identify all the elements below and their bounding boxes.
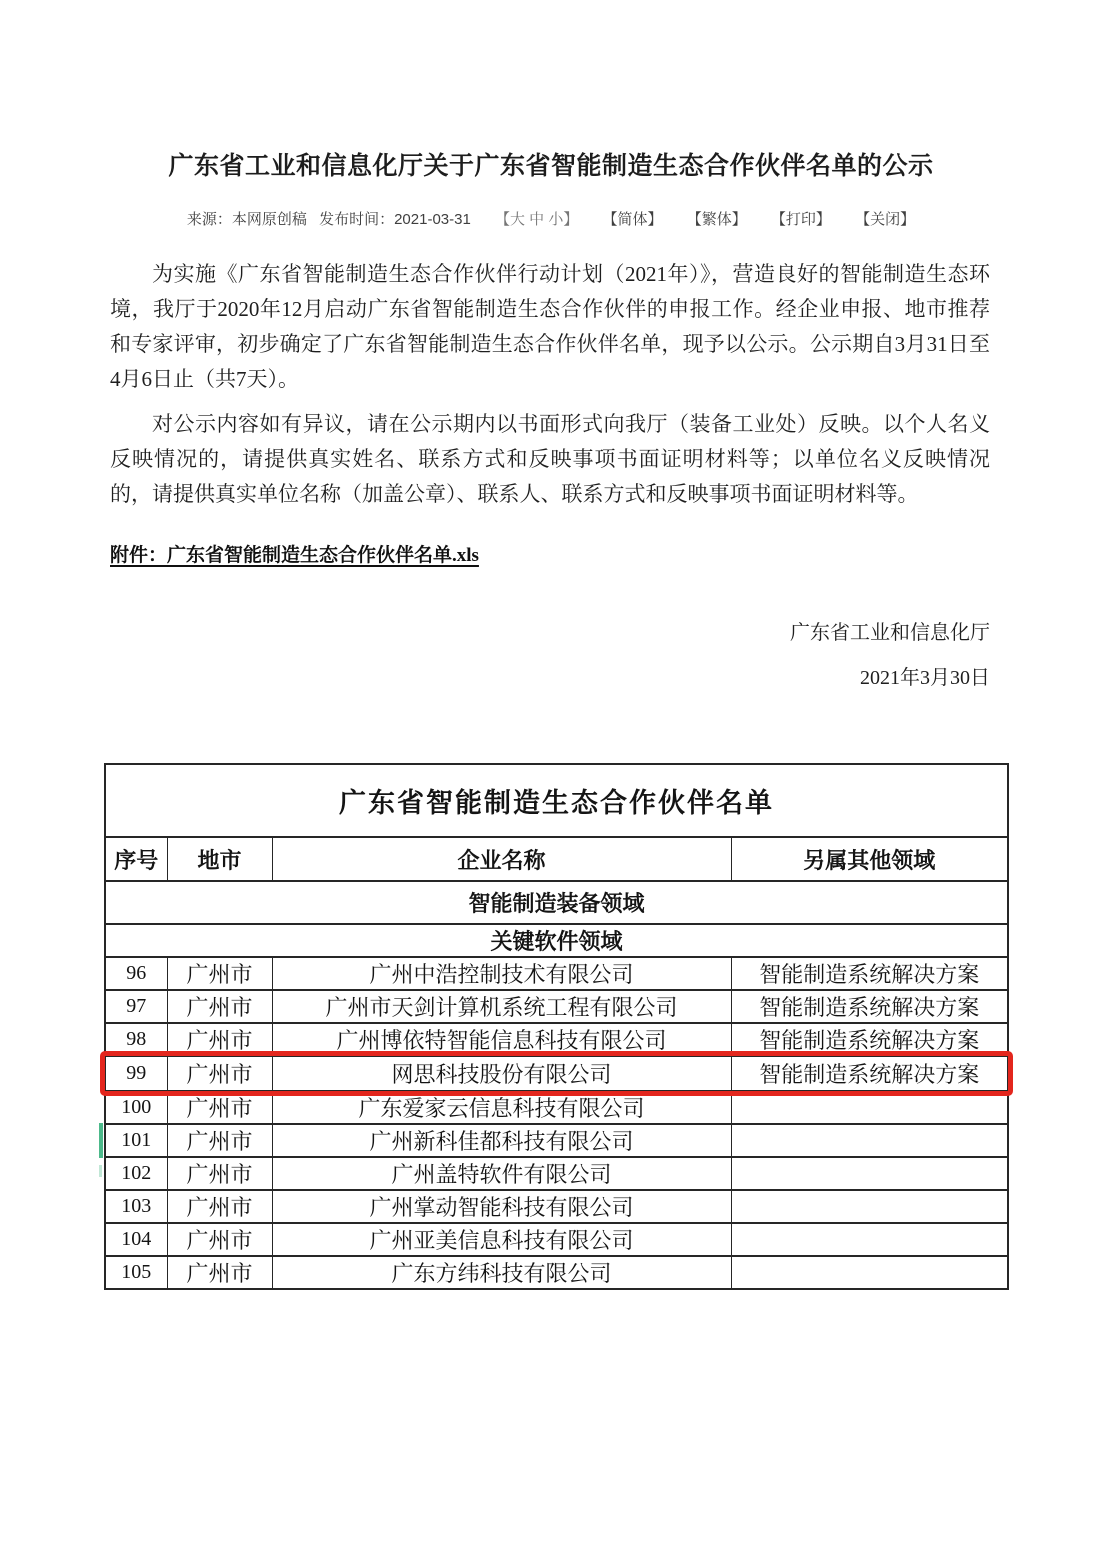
attachment-line (110, 540, 990, 567)
section-label: 智能制造装备领域 (105, 881, 1008, 924)
cell-field (731, 1124, 1008, 1157)
close-button[interactable]: 【关闭】 (855, 211, 916, 228)
cell-city: 广州市 (167, 1157, 272, 1190)
section-row-equipment (105, 881, 1008, 924)
cell-field: 智能制造系统解决方案 (731, 957, 1008, 990)
cell-field: 智能制造系统解决方案 (731, 990, 1008, 1023)
cell-city: 广州市 (167, 1223, 272, 1256)
source-label: 来源：本网原创稿 (186, 211, 307, 228)
partner-table-container (97, 763, 1015, 1290)
col-header-city: 地市 (167, 837, 272, 881)
cell-company: 网思科技股份有限公司 (272, 1056, 731, 1091)
table-title-row (105, 764, 1008, 837)
attachment-link[interactable]: 附件：广东省智能制造生态合作伙伴名单.xls (110, 545, 479, 566)
cell-company: 广州市天剑计算机系统工程有限公司 (272, 990, 731, 1023)
cell-city: 广州市 (167, 1056, 272, 1091)
table-row-97 (105, 990, 1008, 1023)
simplified-button[interactable]: 【简体】 (602, 211, 663, 228)
cell-city: 广州市 (167, 1091, 272, 1124)
cell-company: 广州博依特智能信息科技有限公司 (272, 1023, 731, 1056)
table-row-105 (105, 1256, 1008, 1289)
cell-no: 97 (105, 990, 167, 1023)
cell-no: 100 (105, 1091, 167, 1124)
cell-field: 智能制造系统解决方案 (731, 1023, 1008, 1056)
cell-city: 广州市 (167, 1190, 272, 1223)
table-row-101 (105, 1124, 1008, 1157)
sign-date: 2021年3月30日 (860, 667, 990, 689)
selection-marker (99, 1123, 103, 1158)
table-row-102 (105, 1157, 1008, 1190)
cell-no: 102 (105, 1157, 167, 1190)
partner-table (104, 763, 1009, 1290)
print-button[interactable]: 【打印】 (770, 211, 831, 228)
cell-city: 广州市 (167, 1023, 272, 1056)
cell-company: 广州掌动智能科技有限公司 (272, 1190, 731, 1223)
cell-field: 智能制造系统解决方案 (731, 1056, 1008, 1091)
body-paragraph-2: 对公示内容如有异议，请在公示期内以书面形式向我厅（装备工业处）反映。以个人名义反映情况的，请提供真实姓名、联系方式和反映事项书面证明材料等；以单位名义反映情况的，请提供真实单位名称（加盖公章）、联系人、联系方式和反映事项书面证明材料等。 (110, 412, 990, 506)
traditional-button[interactable]: 【繁体】 (686, 211, 747, 228)
section-row-software (105, 924, 1008, 957)
col-header-index: 序号 (105, 837, 167, 881)
publish-time-label: 发布时间：2021-03-31 (319, 211, 471, 228)
signer-name: 广东省工业和信息化厅 (790, 622, 990, 644)
col-header-company: 企业名称 (272, 837, 731, 881)
cell-company: 广东方纬科技有限公司 (272, 1256, 731, 1289)
article-body (110, 257, 990, 701)
cell-no: 103 (105, 1190, 167, 1223)
cell-no: 96 (105, 957, 167, 990)
table-row-96 (105, 957, 1008, 990)
cell-no: 101 (105, 1124, 167, 1157)
cell-no: 99 (105, 1056, 167, 1091)
cell-field (731, 1157, 1008, 1190)
cell-no: 98 (105, 1023, 167, 1056)
cell-field (731, 1190, 1008, 1223)
table-row-100 (105, 1091, 1008, 1124)
cell-field (731, 1223, 1008, 1256)
cell-no: 104 (105, 1223, 167, 1256)
table-title: 广东省智能制造生态合作伙伴名单 (105, 764, 1008, 837)
cell-field (731, 1091, 1008, 1124)
table-row-104 (105, 1223, 1008, 1256)
font-size-controls[interactable]: 【大 中 小】 (495, 211, 579, 228)
cell-company: 广州盖特软件有限公司 (272, 1157, 731, 1190)
cell-company: 广州新科佳都科技有限公司 (272, 1124, 731, 1157)
cell-city: 广州市 (167, 1124, 272, 1157)
cell-no: 105 (105, 1256, 167, 1289)
signature-block (110, 611, 990, 701)
cell-company: 广东爱家云信息科技有限公司 (272, 1091, 731, 1124)
page-title: 广东省工业和信息化厅关于广东省智能制造生态合作伙伴名单的公示 (168, 152, 934, 180)
table-row-98 (105, 1023, 1008, 1056)
section-label: 关键软件领域 (105, 924, 1008, 957)
body-paragraph-1: 为实施《广东省智能制造生态合作伙伴行动计划（2021年）》，营造良好的智能制造生态环境，我厅于2020年12月启动广东省智能制造生态合作伙伴的申报工作。经企业申报、地市推荐和专家评审，初步确定了广东省智能制造生态合作伙伴名单，现予以公示。公示期自3月31日至4月6日止（共7天）。 (110, 262, 990, 391)
cell-city: 广州市 (167, 1256, 272, 1289)
col-header-other-field: 另属其他领域 (731, 837, 1008, 881)
cell-city: 广州市 (167, 990, 272, 1023)
cell-city: 广州市 (167, 957, 272, 990)
meta-bar (0, 208, 1102, 229)
selection-marker-tick (99, 1165, 102, 1177)
cell-company: 广州亚美信息科技有限公司 (272, 1223, 731, 1256)
table-header-row (105, 837, 1008, 881)
table-row-103 (105, 1190, 1008, 1223)
table-row-99 (105, 1056, 1008, 1091)
cell-field (731, 1256, 1008, 1289)
clipped-row (105, 1289, 1008, 1290)
cell-company: 广州中浩控制技术有限公司 (272, 957, 731, 990)
